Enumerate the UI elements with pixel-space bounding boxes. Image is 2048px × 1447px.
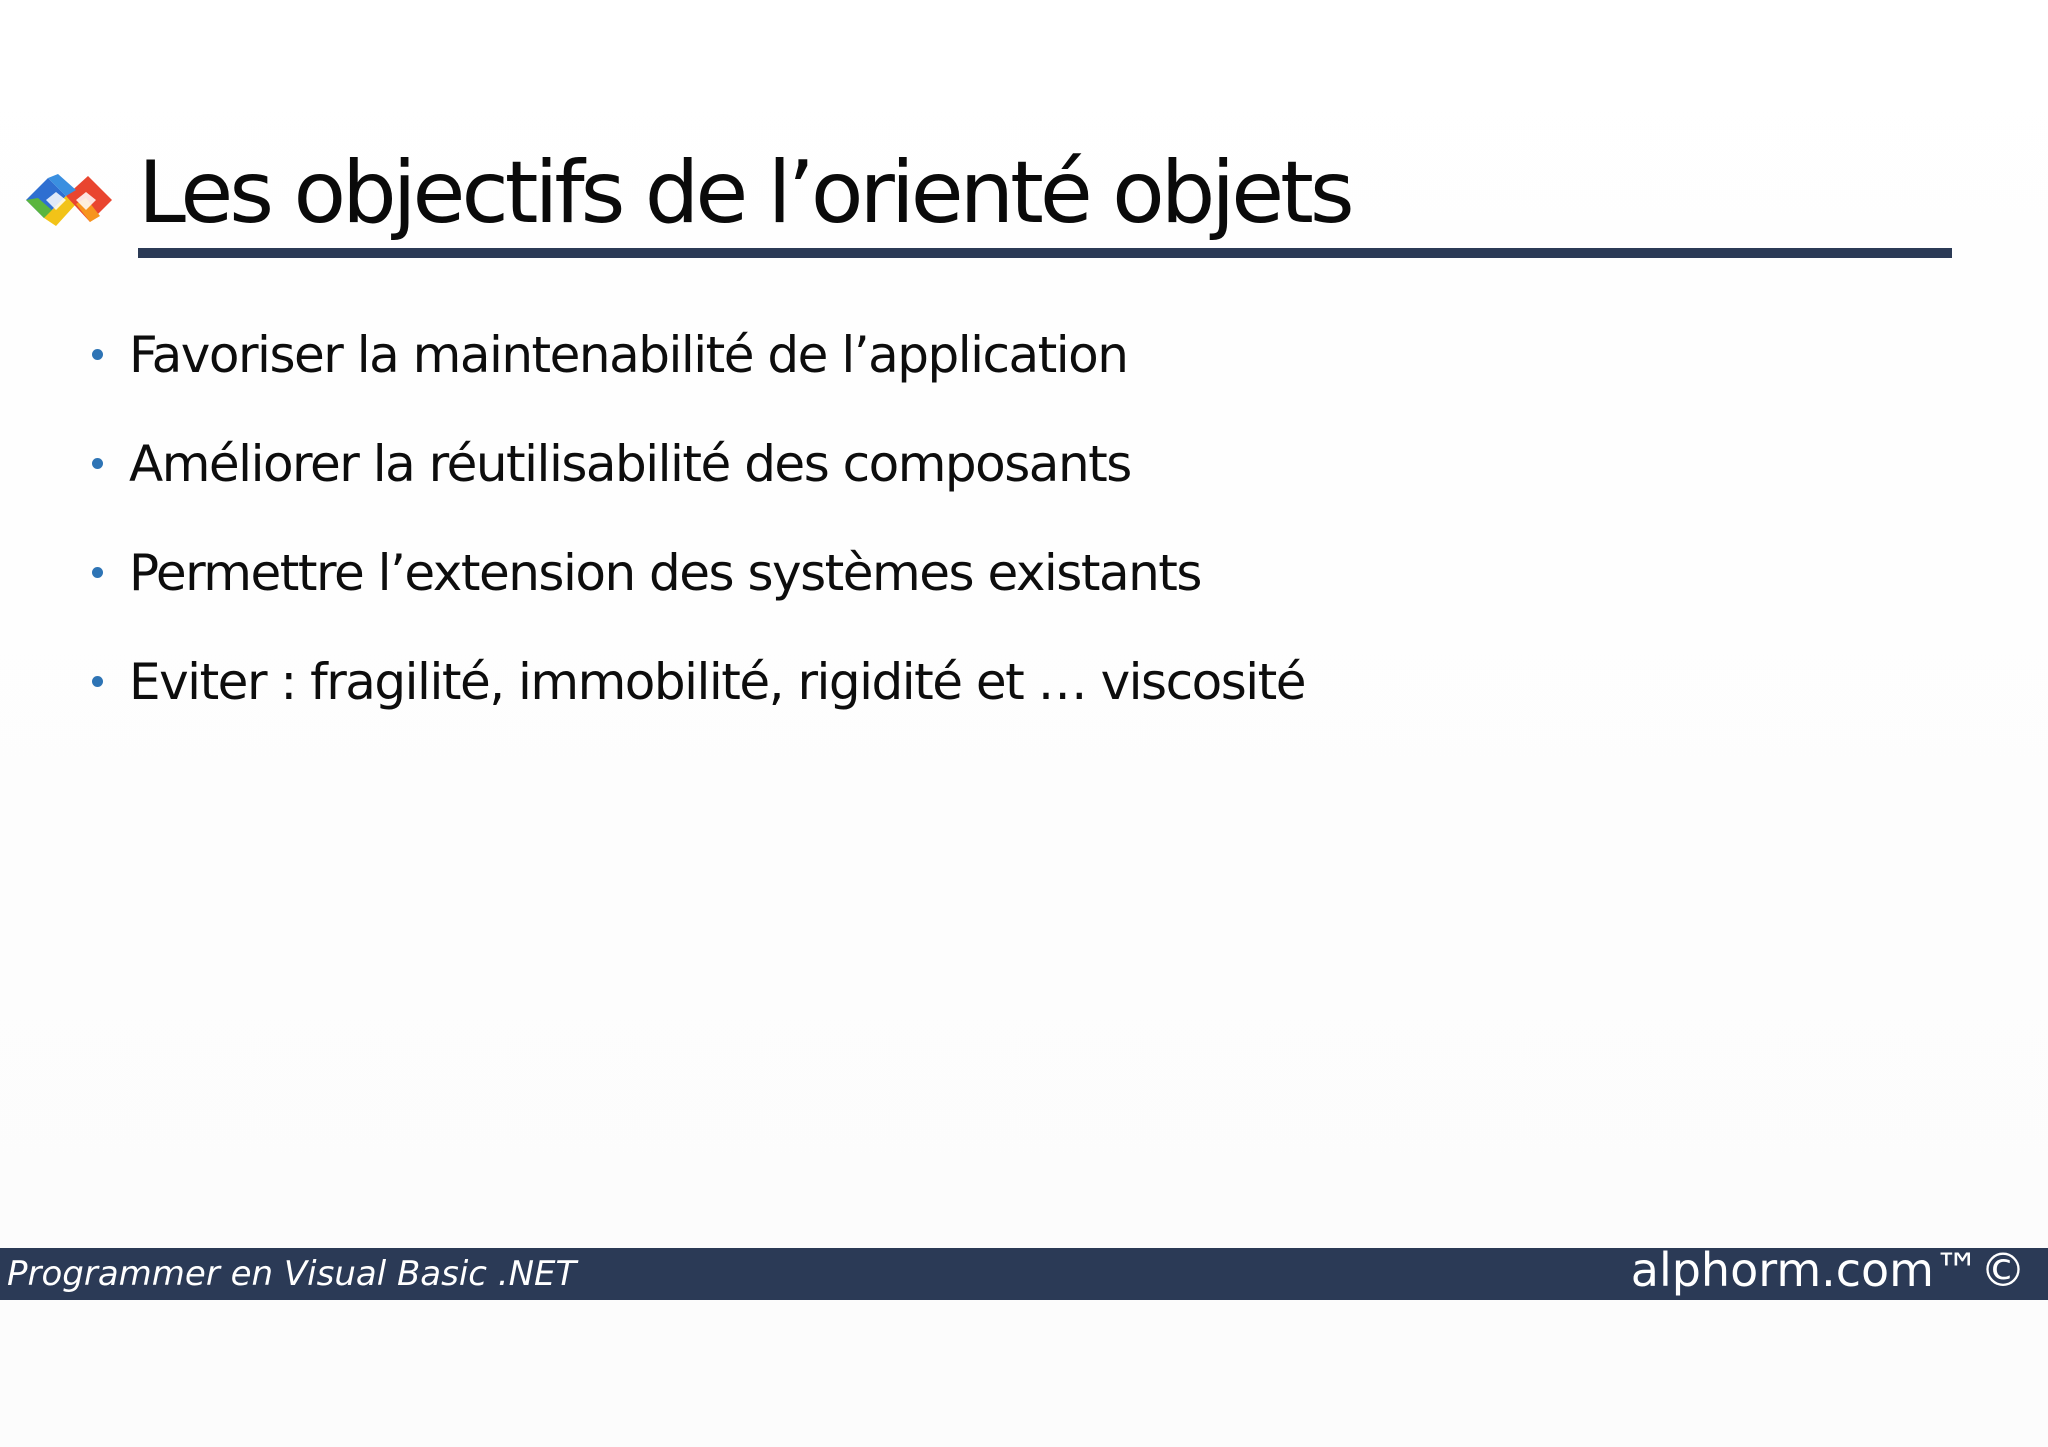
bullet-text: Eviter : fragilité, immobilité, rigidité et … viscosité bbox=[129, 652, 1305, 711]
brand-name: alphorm.com™© bbox=[1630, 1243, 2026, 1297]
bullet-dot-icon bbox=[92, 676, 103, 687]
course-name: Programmer en Visual Basic .NET bbox=[7, 1254, 577, 1294]
bullet-item bbox=[92, 409, 1305, 518]
bullet-dot-icon bbox=[92, 349, 103, 360]
bullet-list bbox=[92, 300, 1305, 736]
slide-title: Les objectifs de l’orienté objets bbox=[138, 143, 1351, 243]
bullet-dot-icon bbox=[92, 567, 103, 578]
bullet-item bbox=[92, 300, 1305, 409]
bullet-dot-icon bbox=[92, 458, 103, 469]
bullet-text: Permettre l’extension des systèmes existants bbox=[129, 543, 1201, 602]
bullet-item bbox=[92, 627, 1305, 736]
title-underline bbox=[138, 248, 1952, 258]
bullet-text: Favoriser la maintenabilité de l’application bbox=[129, 325, 1128, 384]
footer-bar bbox=[0, 1243, 2048, 1300]
visual-studio-logo-icon bbox=[20, 168, 122, 232]
bullet-item bbox=[92, 518, 1305, 627]
bullet-text: Améliorer la réutilisabilité des composants bbox=[129, 434, 1131, 493]
